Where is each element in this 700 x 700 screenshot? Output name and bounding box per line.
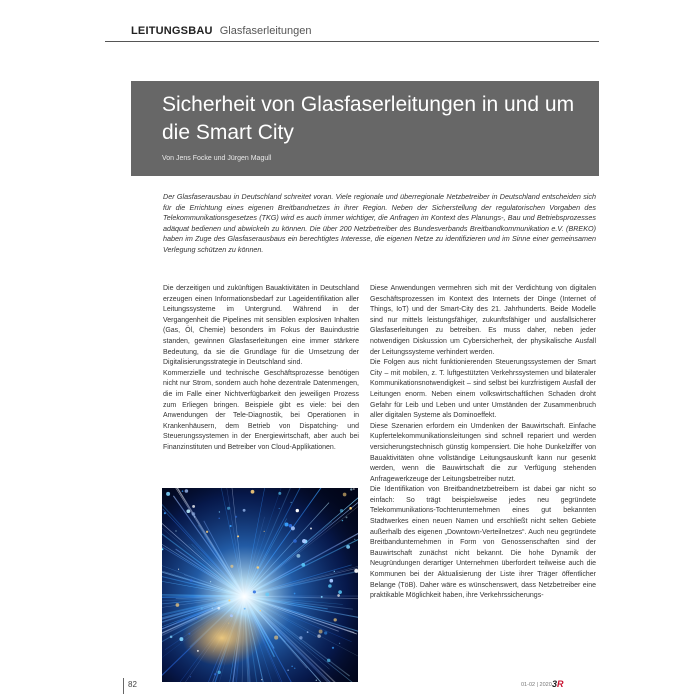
fiber-tip-light: [354, 539, 355, 540]
fiber-tip-light: [219, 511, 220, 512]
fiber-tip-light: [227, 507, 230, 510]
fiber-tip-light: [342, 520, 344, 522]
header-rule: [105, 41, 599, 42]
right-column: [370, 284, 596, 602]
fiber-tip-light: [192, 512, 196, 516]
fiber-tip-light: [334, 618, 337, 621]
fiber-tip-light: [279, 508, 280, 509]
fiber-tip-light: [294, 593, 296, 595]
fiber-tip-light: [218, 518, 219, 519]
fiber-tip-light: [334, 571, 335, 572]
logo-prefix: 3: [552, 679, 558, 689]
fiber-tip-light: [332, 647, 334, 649]
fiber-tip-light: [251, 490, 255, 494]
fiber-tip-light: [176, 603, 180, 607]
fiber-tip-light: [179, 637, 183, 641]
fiber-tip-light: [346, 545, 350, 549]
fiber-tip-light: [265, 592, 269, 596]
left-column: [163, 284, 359, 454]
page-number: 82: [128, 680, 137, 689]
fiber-tip-light: [349, 507, 352, 510]
fiber-tip-light: [230, 614, 233, 617]
subsection-label: Glasfaserleitungen: [219, 25, 312, 37]
fiber-tip-light: [210, 581, 211, 582]
fiber-tip-light: [190, 579, 193, 582]
fiber-tip-light: [170, 636, 173, 639]
fiber-tip-light: [166, 492, 170, 496]
fiber-tip-light: [212, 607, 213, 608]
fiber-tip-light: [195, 618, 197, 620]
fiber-tip-light: [301, 563, 305, 567]
fiber-tip-light: [291, 666, 292, 667]
fiber-tip-light: [261, 679, 262, 680]
fiber-tip-light: [194, 516, 196, 518]
fiber-tip-light: [316, 680, 317, 681]
fiber-tip-light: [257, 566, 260, 569]
article-lead: Der Glasfaserausbau in Deutschland schreitet voran. Viele regionale und überregionale Netzbetreiber in Deutschland entscheiden sich für die Errichtung eines eigenen Breitbandnetzes in ihrer Region. Neben der Sicherstellung der regulatorischen Vorgaben des Telekommunikationsgesetzes (TKG) wird es auch immer wichtiger, die Anfragen im Kontext des Planungs-, Bau und Betriebsprozesses adäquat bedienen und abwickeln zu können. Die über 200 Netzbetreiber des Bundesverbands Breitbandkommunikation e.V. (BREKO) haben im Zuge des Glasfaserausbaus ein berechtigtes Interesse, die eigenen Netze zu identifizieren und im Sinne einer gemeinsamen Verlegung schützen zu können.: [163, 192, 596, 254]
fiber-tip-light: [164, 512, 166, 514]
fiber-tip-light: [237, 535, 239, 537]
fiber-tip-light: [230, 565, 233, 568]
fiber-tip-light: [201, 608, 202, 609]
fiber-tip-light: [291, 526, 295, 530]
fiber-tip-light: [192, 505, 195, 508]
fiber-tip-light: [299, 636, 302, 639]
warm-light: [182, 610, 262, 666]
fiber-tip-light: [339, 643, 340, 644]
article-byline: Von Jens Focke und Jürgen Magull: [162, 155, 272, 162]
fiber-tip-light: [197, 650, 199, 652]
fiber-tip-light: [260, 610, 261, 611]
fiber-tip-light: [274, 636, 278, 640]
fiber-tip-light: [319, 630, 323, 634]
right-paragraph: Diese Anwendungen vermehren sich mit der Verdichtung von digitalen Geschäftsprozessen im Kontext des Internets der Dinge (Internet of Things, IoT) und der Smart-City des 21. Jahrhunderts. Beide Modelle sind nur mittels leistungsfähiger, zukunftsfähiger und ausfallsicherer Glasfaserleitungen zu betreiben. Es muss daher, neben jeder notwendigen Diskussion um Cybersicherheit, der physikalische Ausfall der Leitungssysteme verhindert werden.: [370, 285, 596, 356]
fiber-tip-light: [186, 509, 190, 513]
fiber-tip-light: [175, 530, 176, 531]
fiber-tip-light: [296, 509, 299, 512]
fiber-tip-light: [217, 607, 220, 610]
fiber-tip-light: [337, 594, 340, 597]
fiber-tip-light: [346, 516, 348, 518]
fiber-tip-light: [307, 631, 309, 633]
fiber-tip-light: [324, 631, 327, 634]
fiber-optic-photo: [162, 488, 358, 682]
fiber-tip-light: [228, 599, 230, 601]
fiber-tip-light: [190, 676, 191, 677]
fiber-tip-light: [353, 488, 354, 489]
running-head: [131, 25, 311, 37]
fiber-tip-light: [253, 590, 256, 593]
fiber-tip-light: [310, 527, 312, 529]
publisher-logo: [552, 679, 564, 689]
fiber-tip-light: [343, 493, 347, 497]
left-paragraph: Kommerzielle und technische Geschäftsprozesse benötigen nicht nur Strom, sondern auch hohe dezentrale Datenmengen, die im Falle einer Nichtverfügbarkeit den jeweiligen Prozess zum Erliegen bringen. Beispiele gibt es viele: bei den Anwendungen der Tele-Diagnostik, bei Operationen in Krankenhäusern, dem Betrieb von Dispatching- und Steuerungssystemen in der Energiewirtschaft, aber auch bei Finanzinstituten und Betreiber von Cloud-Applikationen.: [163, 369, 359, 451]
fiber-tip-light: [235, 516, 237, 518]
fiber-tip-light: [188, 633, 190, 635]
fiber-tip-light: [264, 531, 265, 532]
left-paragraph: Die derzeitigen und zukünftigen Bauaktivitäten in Deutschland erzeugen einen Informationsbedarf zur Lageidentifikation aller Leitungssysteme im Untergrund. Während in der Vergangenheit die Pipelines mit sensiblen explosiven Inhalten (Gas, Öl, Chemie) besonders im Fokus der Bauindustrie standen, gewinnen Glasfaserleitungen eine immer stärkere Bedeutung, da sie die Grundlage für die Umsetzung der Digitalisierungsstrategie in Deutschland sind.: [163, 285, 359, 367]
fiber-tip-light: [228, 623, 229, 624]
fiber-tip-light: [217, 671, 220, 674]
fiber-tip-light: [340, 509, 343, 512]
fiber-tip-light: [284, 522, 288, 526]
fiber-tip-light: [243, 509, 246, 512]
fiber-tip-light: [206, 531, 208, 533]
title-box: [131, 81, 599, 176]
fiber-tip-light: [329, 579, 333, 583]
issue-label: 01-02 | 2020: [521, 682, 552, 688]
fiber-tip-light: [291, 502, 292, 503]
fiber-tip-light: [296, 554, 300, 558]
fiber-tip-light: [338, 590, 342, 594]
footer-rule: [123, 678, 124, 694]
fiber-tip-light: [321, 596, 323, 598]
fiber-tip-light: [350, 488, 352, 490]
fiber-tip-light: [215, 602, 216, 603]
fiber-optic-illustration: [162, 488, 358, 682]
fiber-tip-light: [287, 670, 288, 671]
fiber-tip-light: [327, 659, 331, 663]
fiber-tip-light: [293, 539, 297, 543]
fiber-tip-light: [294, 668, 296, 670]
right-paragraph: Die Identifikation von Breitbandnetzbetreibern ist dabei gar nicht so einfach: So trägt beispielsweise jedes neu gegründete Telekommunikations-Tochterunternehmen eines gut bekannten Stadtwerkes einen neuen Namen und erschließt nicht selten Gebiete außerhalb des eigenen „Downtown-Verteilnetzes“. Auch neu gegründete Breitbandunternehmen in Form von Genossenschaften sind der Bauwirtschaft zunächst nicht bekannt. Die hohe Dynamik der Neugründungen derartiger Unternehmen überfordert teilweise auch die Kommunen bei der Aktualisierung der Liste ihrer Träger öffentlicher Belange (TöB). Daher wäre es wünschenswert, dass Netzbetreiber eine praktikable Möglichkeit haben, ihre Verkehrssicherungs-: [370, 486, 596, 600]
fiber-tip-light: [230, 525, 232, 527]
right-paragraph: Die Folgen aus nicht funktionierenden Steuerungssystemen der Smart City – mit mobilen, z. T. luftgestützten Verkehrssystemen und bilateraler Kommunikationsnotwendigkeit – sind selbst bei kurzfristigem Ausfall der Leitungen enorm. Neben einem volkswirtschaftlichen Schaden droht Gefahr für Leib und Leben und unter Umständen der Zusammenbruch aller digitalen Systeme als Dominoeffekt.: [370, 359, 596, 420]
fiber-tip-light: [278, 492, 281, 495]
fiber-tip-light: [214, 673, 216, 675]
fiber-tip-light: [317, 634, 321, 638]
fiber-tip-light: [182, 490, 184, 492]
logo-suffix: R: [557, 679, 564, 689]
fiber-tip-light: [244, 608, 246, 610]
section-label: LEITUNGSBAU: [131, 25, 213, 37]
fiber-tip-light: [185, 489, 189, 493]
right-paragraph: Diese Szenarien erfordern ein Umdenken der Bauwirtschaft. Einfache Kupfertelekommunikationsleitungen sind schnell repariert und werden versicherungstechnisch günstig kompensiert. Die hohe Dunkelziffer von Bauaktivitäten ohne vollständige Leitungsauskunft kann nur gesenkt werden, wenn die Bauwirtschaft die zur Verfügung stehenden Anfragewerkzeuge der Leitungsbetreiber nutzt.: [370, 422, 596, 483]
fiber-tip-light: [178, 569, 179, 570]
fiber-tip-light: [302, 539, 306, 543]
fiber-tip-light: [328, 584, 332, 588]
article-title: Sicherheit von Glasfaserleitungen in und um die Smart City: [162, 93, 575, 144]
